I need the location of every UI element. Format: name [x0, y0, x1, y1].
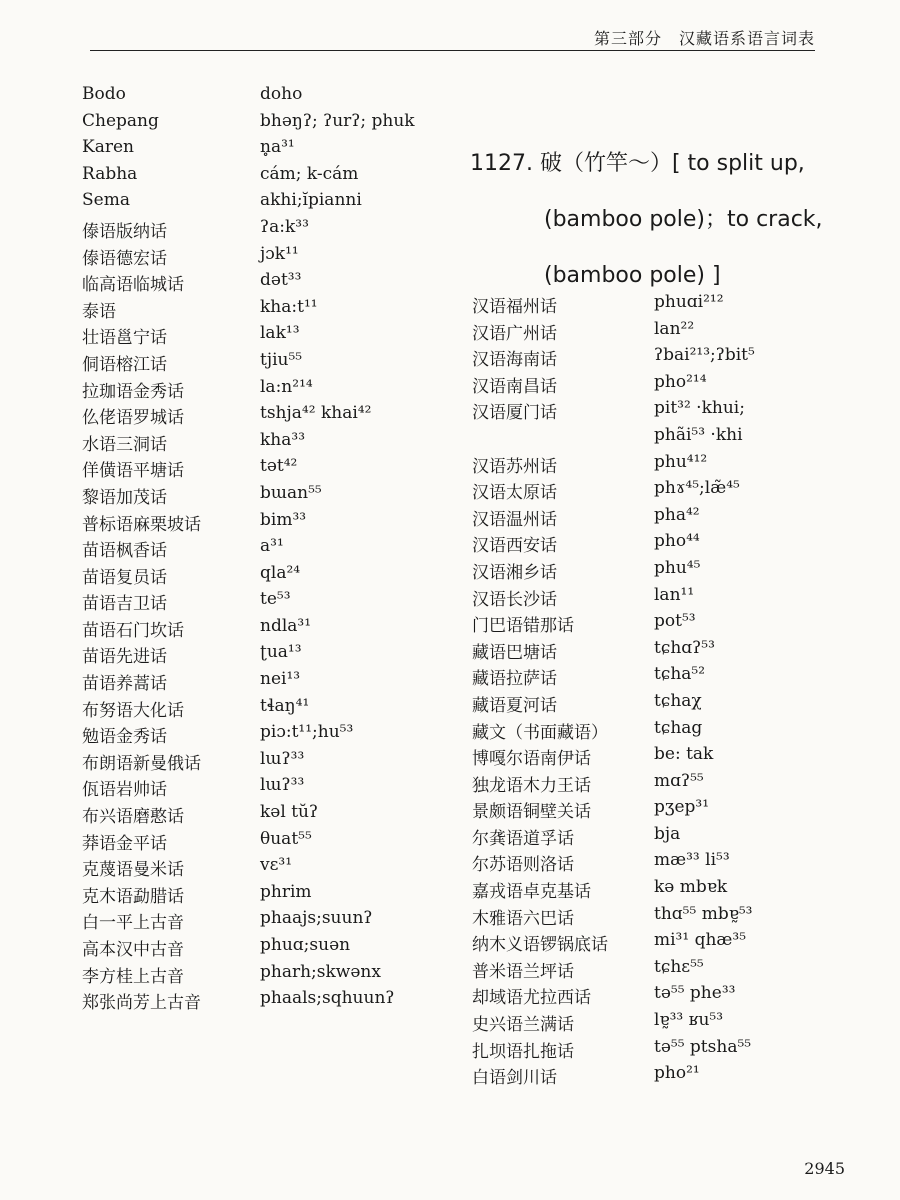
- list-item: [82, 536, 442, 563]
- language-name: Bodo: [82, 84, 126, 104]
- language-name: 木雅语六巴话: [472, 908, 574, 929]
- list-item: [472, 531, 832, 558]
- language-name: 克蔑语曼米话: [82, 860, 184, 881]
- list-item: [82, 935, 442, 962]
- language-name: 李方桂上古音: [82, 966, 184, 987]
- language-name: 佤语岩帅话: [82, 780, 167, 801]
- language-name: 苗语石门坎话: [82, 620, 184, 641]
- list-item: [82, 84, 442, 111]
- list-item: [472, 372, 832, 399]
- language-name: 壮语邕宁话: [82, 328, 167, 349]
- list-item: [82, 908, 442, 935]
- language-name: 佯僙语平塘话: [82, 461, 184, 482]
- language-name: 纳木义语锣锅底话: [472, 935, 608, 956]
- word-form: pʒep³¹: [654, 797, 710, 818]
- language-name: 莽语金平话: [82, 833, 167, 854]
- left-word-list: [82, 84, 442, 1015]
- list-item: [472, 1037, 832, 1064]
- word-form: ndla³¹: [260, 615, 312, 636]
- word-form: kəl tŭʔ: [260, 802, 319, 823]
- language-name: Chepang: [82, 110, 159, 131]
- language-name: 史兴语兰满话: [472, 1015, 574, 1036]
- language-name: 藏文（书面藏语）: [472, 722, 608, 743]
- language-name: 尔龚语道孚话: [472, 828, 574, 849]
- language-name: 尔苏语则洛话: [472, 855, 574, 876]
- list-item: [472, 850, 832, 877]
- language-name: 汉语湘乡话: [472, 562, 557, 583]
- word-form: θuat⁵⁵: [260, 828, 312, 849]
- language-name: Sema: [82, 190, 130, 211]
- language-name: 藏语巴塘话: [472, 642, 557, 663]
- language-name: 傣语版纳话: [82, 221, 167, 242]
- word-form: jɔk¹¹: [260, 243, 299, 264]
- language-name: 汉语厦门话: [472, 403, 557, 424]
- list-item: [472, 558, 832, 585]
- entry-heading-line1: 1127. 破（竹竿～）[ to split up,: [470, 151, 805, 176]
- word-form: tshja⁴² khai⁴²: [260, 403, 372, 424]
- word-form: tə⁵⁵ phe³³: [654, 983, 736, 1004]
- list-item: [472, 452, 832, 479]
- language-name: 苗语先进话: [82, 647, 167, 668]
- list-item: [82, 483, 442, 510]
- language-name: 布努语大化话: [82, 700, 184, 721]
- word-form: nei¹³: [260, 669, 301, 690]
- word-form: dət³³: [260, 270, 302, 291]
- language-name: 汉语广州话: [472, 323, 557, 344]
- language-name: Rabha: [82, 163, 138, 184]
- language-name: 苗语养蒿话: [82, 674, 167, 695]
- list-item: [82, 642, 442, 669]
- list-item: [82, 589, 442, 616]
- language-name: 汉语海南话: [472, 350, 557, 371]
- language-name: Karen: [82, 137, 134, 158]
- list-item: [82, 164, 442, 191]
- word-form: lan¹¹: [654, 584, 695, 605]
- list-item: [82, 802, 442, 829]
- language-name: 水语三洞话: [82, 434, 167, 455]
- word-form: mi³¹ qhæ³⁵: [654, 930, 747, 951]
- language-name: 博嘎尔语南伊话: [472, 749, 591, 770]
- list-item: [82, 882, 442, 909]
- list-item: [82, 377, 442, 404]
- word-form: phuɑi²¹²: [654, 292, 724, 312]
- word-form: phɤ⁴⁵;læ̃⁴⁵: [654, 478, 740, 499]
- list-item: [472, 957, 832, 984]
- list-item: [472, 771, 832, 798]
- word-form: thɑ⁵⁵ mbɐ̰⁵³: [654, 903, 753, 924]
- word-form: cám; k-cám: [260, 163, 359, 184]
- word-form: piɔ:t¹¹;hu⁵³: [260, 722, 354, 743]
- word-form: pot⁵³: [654, 611, 696, 632]
- language-name: 藏语拉萨话: [472, 669, 557, 690]
- language-name: 拉珈语金秀话: [82, 381, 184, 402]
- word-form: bɯan⁵⁵: [260, 482, 322, 503]
- word-form: tɬaŋ⁴¹: [260, 695, 310, 716]
- list-item: [82, 775, 442, 802]
- list-item: [82, 988, 442, 1015]
- word-form: phãi⁵³ ·khi: [654, 424, 743, 445]
- list-item: [472, 1010, 832, 1037]
- language-name: 侗语榕江话: [82, 354, 167, 375]
- word-form: bim³³: [260, 509, 307, 530]
- word-form: lɯʔ³³: [260, 748, 305, 769]
- list-item: [82, 297, 442, 324]
- word-form: mɑʔ⁵⁵: [654, 770, 704, 791]
- language-name: 汉语长沙话: [472, 589, 557, 610]
- language-name: 扎坝语扎拖话: [472, 1041, 574, 1062]
- list-item: [472, 797, 832, 824]
- entry-heading-line3: (bamboo pole) ]: [544, 263, 721, 288]
- language-name: 郑张尚芳上古音: [82, 993, 201, 1014]
- language-name: 汉语西安话: [472, 536, 557, 557]
- word-form: la:n²¹⁴: [260, 376, 313, 397]
- word-form: lɯʔ³³: [260, 775, 305, 796]
- word-form: kha:t¹¹: [260, 296, 318, 317]
- list-item: [472, 398, 832, 425]
- list-item: [472, 744, 832, 771]
- word-form: tɕhaχ: [654, 690, 702, 711]
- word-form: tə⁵⁵ ptsha⁵⁵: [654, 1036, 752, 1057]
- language-name: 傣语德宏话: [82, 248, 167, 269]
- word-form: tɕhag: [654, 717, 703, 738]
- list-item: [472, 824, 832, 851]
- word-form: ʔbai²¹³;ʔbit⁵: [654, 345, 755, 366]
- word-form: tɕha⁵²: [654, 664, 706, 685]
- language-name: 白语剑川话: [472, 1068, 557, 1089]
- list-item: [82, 430, 442, 457]
- language-name: 苗语枫香话: [82, 541, 167, 562]
- language-name: 独龙语木力王话: [472, 775, 591, 796]
- list-item: [82, 323, 442, 350]
- language-name: 汉语南昌话: [472, 376, 557, 397]
- word-form: tjiu⁵⁵: [260, 349, 303, 370]
- list-item: [472, 585, 832, 612]
- language-name: 勉语金秀话: [82, 727, 167, 748]
- language-name: 苗语吉卫话: [82, 594, 167, 615]
- list-item: [472, 425, 832, 452]
- list-item: [82, 403, 442, 430]
- list-item: [82, 190, 442, 217]
- list-item: [472, 345, 832, 372]
- list-item: [472, 930, 832, 957]
- word-form: lak¹³: [260, 323, 300, 344]
- list-item: [82, 111, 442, 138]
- word-form: pharh;skwənx: [260, 961, 381, 982]
- word-form: n̥a³¹: [260, 137, 295, 158]
- list-item: [82, 669, 442, 696]
- list-item: [82, 270, 442, 297]
- running-header: 第三部分 汉藏语系语言词表: [593, 29, 815, 48]
- word-form: pho⁴⁴: [654, 531, 700, 552]
- language-name: 却域语尤拉西话: [472, 988, 591, 1009]
- language-name: 汉语太原话: [472, 483, 557, 504]
- entry-heading-line2: (bamboo pole)；to crack,: [544, 207, 823, 232]
- word-form: pit³² ·khui;: [654, 398, 745, 419]
- language-name: 黎语加茂话: [82, 487, 167, 508]
- list-item: [82, 510, 442, 537]
- list-item: [472, 1063, 832, 1090]
- word-form: phaals;sqhuunʔ: [260, 988, 395, 1009]
- language-name: 藏语夏河话: [472, 695, 557, 716]
- word-form: pho²¹: [654, 1063, 700, 1084]
- list-item: [472, 478, 832, 505]
- word-form: phaajs;suunʔ: [260, 908, 373, 929]
- list-item: [472, 611, 832, 638]
- language-name: 普米语兰坪话: [472, 961, 574, 982]
- word-form: phrim: [260, 881, 312, 902]
- list-item: [472, 292, 832, 319]
- language-name: 白一平上古音: [82, 913, 184, 934]
- list-item: [472, 505, 832, 532]
- word-form: pha⁴²: [654, 504, 700, 525]
- list-item: [472, 877, 832, 904]
- word-form: lan²²: [654, 318, 695, 339]
- language-name: 苗语复员话: [82, 567, 167, 588]
- language-name: 高本汉中古音: [82, 940, 184, 960]
- list-item: [82, 696, 442, 723]
- word-form: phuɑ;suən: [260, 935, 351, 955]
- language-name: 布兴语磨憨话: [82, 807, 184, 828]
- language-name: 临高语临城话: [82, 275, 184, 296]
- word-form: te⁵³: [260, 589, 291, 610]
- word-form: lɐ̰³³ ʁu⁵³: [654, 1010, 724, 1031]
- page-number: 2945: [804, 1159, 845, 1178]
- word-form: a³¹: [260, 536, 284, 557]
- list-item: [82, 616, 442, 643]
- word-form: tət⁴²: [260, 456, 298, 477]
- word-form: akhi;ĭpianni: [260, 190, 362, 211]
- word-form: qla²⁴: [260, 562, 301, 583]
- list-item: [472, 691, 832, 718]
- language-name: 景颇语铜壁关话: [472, 802, 591, 823]
- header-rule: [90, 50, 815, 51]
- language-name: 嘉戎语卓克基话: [472, 882, 591, 903]
- word-form: phu⁴¹²: [654, 451, 708, 472]
- list-item: [472, 664, 832, 691]
- language-name: 布朗语新曼俄话: [82, 753, 201, 774]
- list-item: [82, 722, 442, 749]
- entry-heading: [470, 136, 850, 304]
- language-name: 泰语: [82, 301, 116, 322]
- list-item: [82, 456, 442, 483]
- list-item: [82, 749, 442, 776]
- word-form: doho: [260, 84, 303, 104]
- language-name: 仫佬语罗城话: [82, 408, 184, 429]
- word-form: tɕhɑʔ⁵³: [654, 637, 715, 658]
- language-name: 克木语勐腊话: [82, 886, 184, 907]
- language-name: 门巴语错那话: [472, 616, 574, 637]
- list-item: [472, 319, 832, 346]
- list-item: [472, 718, 832, 745]
- list-item: [82, 217, 442, 244]
- language-name: 汉语福州话: [472, 297, 557, 317]
- list-item: [82, 829, 442, 856]
- word-form: tɕhɛ⁵⁵: [654, 956, 704, 977]
- word-form: phu⁴⁵: [654, 557, 701, 578]
- word-form: bhəŋʔ; ʔurʔ; phuk: [260, 110, 415, 131]
- language-name: 汉语温州话: [472, 509, 557, 530]
- word-form: be: tak: [654, 744, 714, 765]
- list-item: [82, 563, 442, 590]
- list-item: [472, 983, 832, 1010]
- right-word-list: [472, 292, 832, 1090]
- language-name: 汉语苏州话: [472, 456, 557, 477]
- list-item: [82, 244, 442, 271]
- list-item: [82, 350, 442, 377]
- word-form: kə mbɐk: [654, 877, 728, 898]
- language-name: 普标语麻栗坡话: [82, 514, 201, 535]
- word-form: ʔa:k³³: [260, 216, 309, 237]
- list-item: [82, 855, 442, 882]
- word-form: mæ³³ li⁵³: [654, 850, 730, 871]
- list-item: [472, 904, 832, 931]
- list-item: [82, 137, 442, 164]
- word-form: pho²¹⁴: [654, 371, 707, 392]
- word-form: bja: [654, 823, 681, 844]
- word-form: ʈua¹³: [260, 642, 302, 663]
- list-item: [472, 638, 832, 665]
- word-form: kha³³: [260, 429, 306, 450]
- word-form: vɛ³¹: [260, 855, 293, 876]
- list-item: [82, 962, 442, 989]
